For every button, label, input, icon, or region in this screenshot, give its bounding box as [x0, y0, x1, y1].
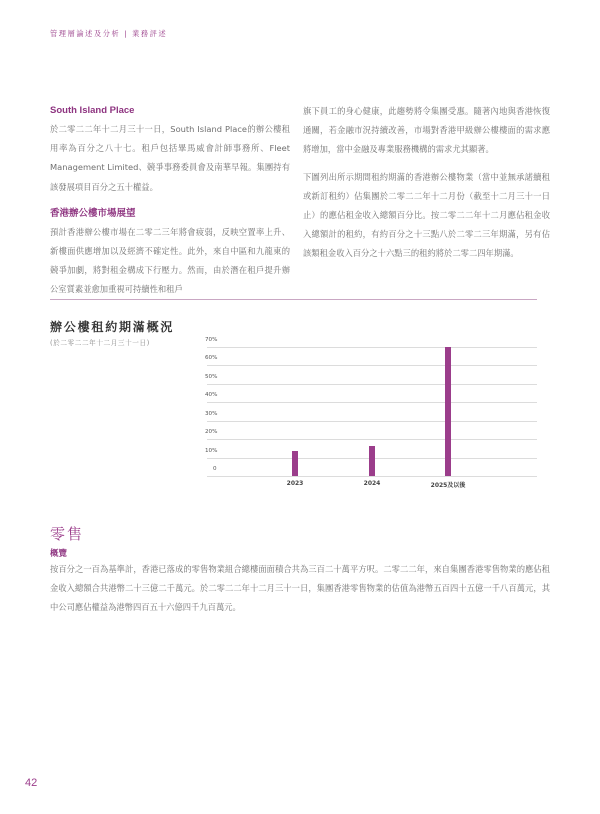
y-axis-tick-label: 70%	[205, 337, 218, 343]
y-axis-tick-label: 10%	[205, 447, 218, 454]
bar-2025及以後	[445, 347, 451, 476]
page-number: 42	[25, 777, 38, 789]
x-axis-category-label: 2024	[363, 480, 381, 487]
section-divider	[50, 299, 537, 300]
bar-2024	[369, 446, 375, 476]
left-column	[50, 102, 290, 308]
gridline	[207, 421, 537, 422]
running-header: 管理層論述及分析 | 業務評述	[50, 29, 168, 38]
right-paragraph-1: 旗下員工的身心健康，此趨勢將令集團受惠。隨著內地與香港恢復通關，若金融市況持續改善，市場對香港甲級辦公樓樓面的需求應將增加，當中金融及專業服務機構的需求尤其顯著。	[303, 106, 550, 155]
right-paragraph-2: 下圖列出所示期間租約期滿的香港辦公樓物業（當中並無承諾續租或新訂租約）佔集團於二零二二年十二月份（截至十二月三十一日止）的應佔租金收入總額百分比。按二零二二年十二月應佔租金收入總額計的租約，有約百分之十三點八於二零二三年期滿，另有佔該類租金收入百分之十六點三的租約將於二零二四年期滿。	[303, 171, 550, 259]
gridline	[207, 439, 537, 440]
gridline	[207, 384, 537, 385]
chart-title: 辦公樓租約期滿概況	[50, 320, 175, 334]
section-heading-office-outlook: 香港辦公樓市場展望	[50, 207, 136, 219]
x-axis-category-label: 2023	[286, 480, 304, 487]
y-axis-tick-label: 50%	[205, 373, 218, 380]
y-axis-tick-label: 30%	[205, 410, 218, 417]
gridline	[207, 365, 537, 366]
gridline	[207, 402, 537, 403]
x-axis-category-label: 2025及以後	[430, 482, 466, 489]
section-body-south-island-place: 於二零二二年十二月三十一日，South Island Place的辦公樓租用率為百分之八十七。租戶包括畢馬威會計師事務所、Fleet Management Limited、競爭事務委員會及南華早報。集團持有該發展項目百分之五十權益。	[50, 124, 290, 192]
y-axis-tick-label: 0	[213, 466, 217, 472]
gridline	[207, 347, 537, 348]
retail-section-title: 零售	[50, 525, 85, 543]
retail-overview-body: 按百分之一百為基準計，香港已落成的零售物業組合總樓面面積合共為三百二十萬平方呎。二零二二年，來自集團香港零售物業的應佔租金收入總額合共港幣二十三億二千萬元。於二零二二年十二月三十一日，集團香港零售物業的估值為港幣五百四十五億一千八百萬元，其中公司應佔權益為港幣四百五十六億四千九百萬元。	[50, 564, 550, 612]
section-body-office-outlook: 預計香港辦公樓市場在二零二三年將會疲弱，反映空置率上升、新樓面供應增加以及經濟不確定性。此外，來自中區和九龍東的競爭加劇，將對租金構成下行壓力。然而，由於潛在租戶提升辦公室質素並愈加重視可持續性和租戶	[50, 226, 290, 295]
retail-overview-heading: 概覽	[50, 549, 68, 559]
gridline	[207, 476, 537, 477]
right-column	[303, 102, 550, 272]
bar-2023	[292, 451, 298, 476]
y-axis-tick-label: 20%	[205, 429, 218, 436]
chart-subtitle: (於二零二二年十二月三十一日)	[50, 339, 150, 347]
y-axis-tick-label: 60%	[205, 355, 218, 362]
lease-expiry-bar-chart	[195, 335, 540, 495]
y-axis-tick-label: 40%	[205, 392, 218, 399]
section-heading-south-island-place: South Island Place	[50, 105, 135, 116]
